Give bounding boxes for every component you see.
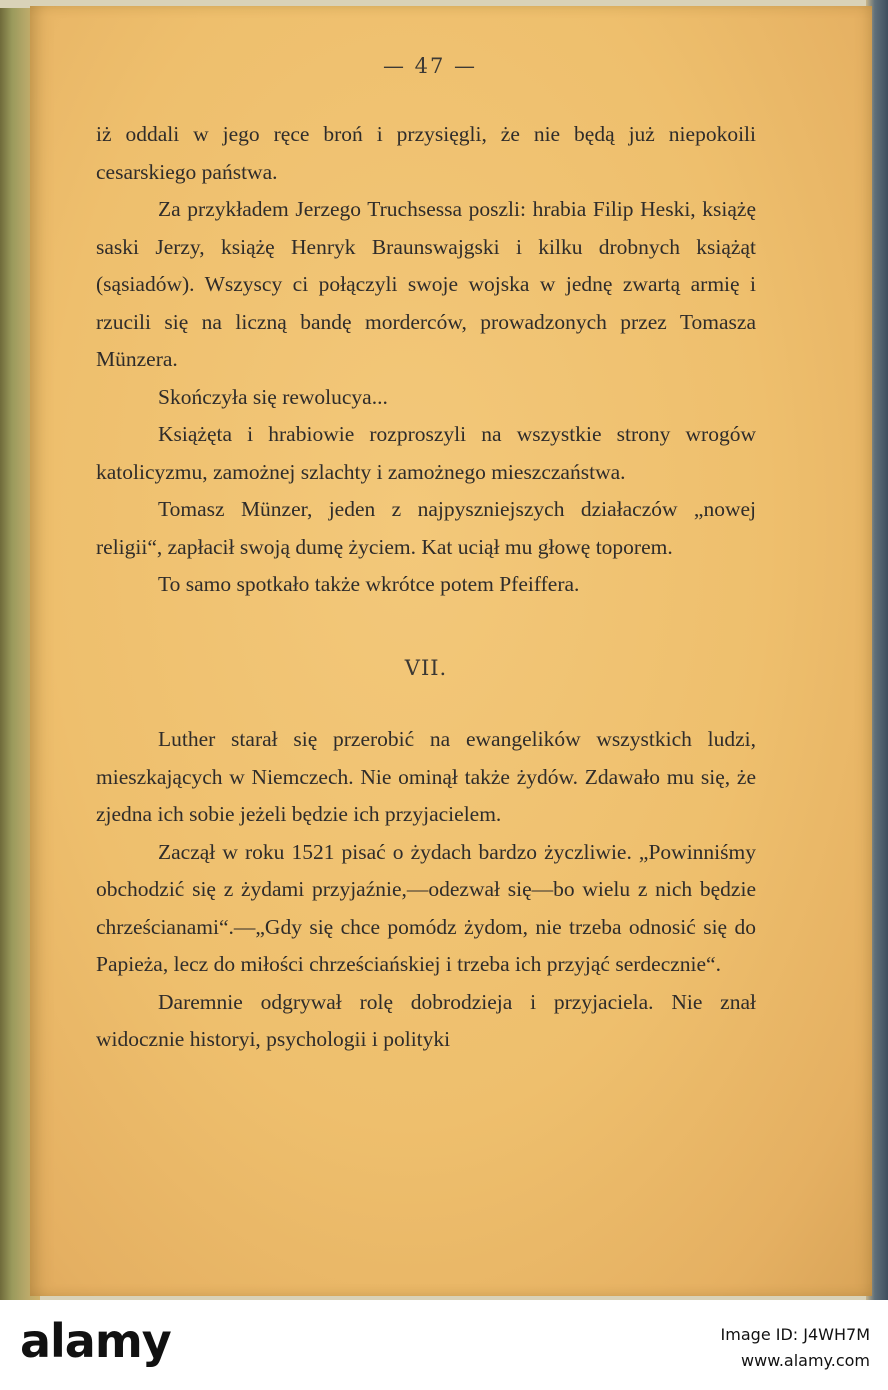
paragraph: Daremnie odgrywał rolę dobrodzieja i przyjaciela. Nie znał widocznie historyi, psychologii i polityki — [96, 989, 756, 1051]
alamy-logo: alamy — [20, 1314, 171, 1368]
stock-footer — [0, 1300, 888, 1390]
site-url: www.alamy.com — [741, 1351, 870, 1370]
book-page — [30, 6, 872, 1296]
image-id: Image ID: J4WH7M — [720, 1325, 870, 1344]
paragraph: iż oddali w jego ręce broń i przysięgli, że nie będą już niepokoili cesarskiego państwa. — [96, 122, 756, 184]
paragraph: To samo spotkało także wkrótce potem Pfeiffera. — [158, 572, 580, 596]
page-number: — 47 — — [382, 54, 478, 78]
chapter-heading: VII. — [404, 655, 448, 680]
paragraph: Za przykładem Jerzego Truchsessa poszli: hrabia Filip Heski, książę saski Jerzy, książę Henryk Braunswajgski i kilku drobnych książąt (sąsiadów). Wszyscy ci połączyli swoje wojska w jednę zwartą armię i rzucili się na liczną bandę morderców, prowadzonych przez Tomasza Münzera. — [96, 197, 756, 371]
page-text — [96, 116, 756, 1059]
paragraph: Zaczął w roku 1521 pisać o żydach bardzo życzliwie. „Powinniśmy obchodzić się z żydami przyjaźnie,—odezwał się—bo wielu z nich będzie chrześcianami“.—„Gdy się chce pomódz żydom, nie trzeba odnosić się do Papieża, lecz do miłości chrześciańskiej i trzeba ich przyjąć serdecznie“. — [96, 839, 756, 976]
paragraph: Luther starał się przerobić na ewangelików wszystkich ludzi, mieszkających w Niemczech. Nie ominął także żydów. Zdawało mu się, że zjedna ich sobie jeżeli będzie ich przyjacielem. — [96, 727, 756, 826]
paragraph: Książęta i hrabiowie rozproszyli na wszystkie strony wrogów katolicyzmu, zamożnej szlachty i zamożnego mieszczaństwa. — [96, 422, 756, 484]
footer-info — [721, 1322, 870, 1374]
paragraph: Skończyła się rewolucya... — [158, 384, 388, 409]
paragraph: Tomasz Münzer, jeden z najpyszniejszych działaczów „nowej religii“, zapłacił swoją dumę życiem. Kat uciął mu głowę toporem. — [96, 497, 756, 559]
